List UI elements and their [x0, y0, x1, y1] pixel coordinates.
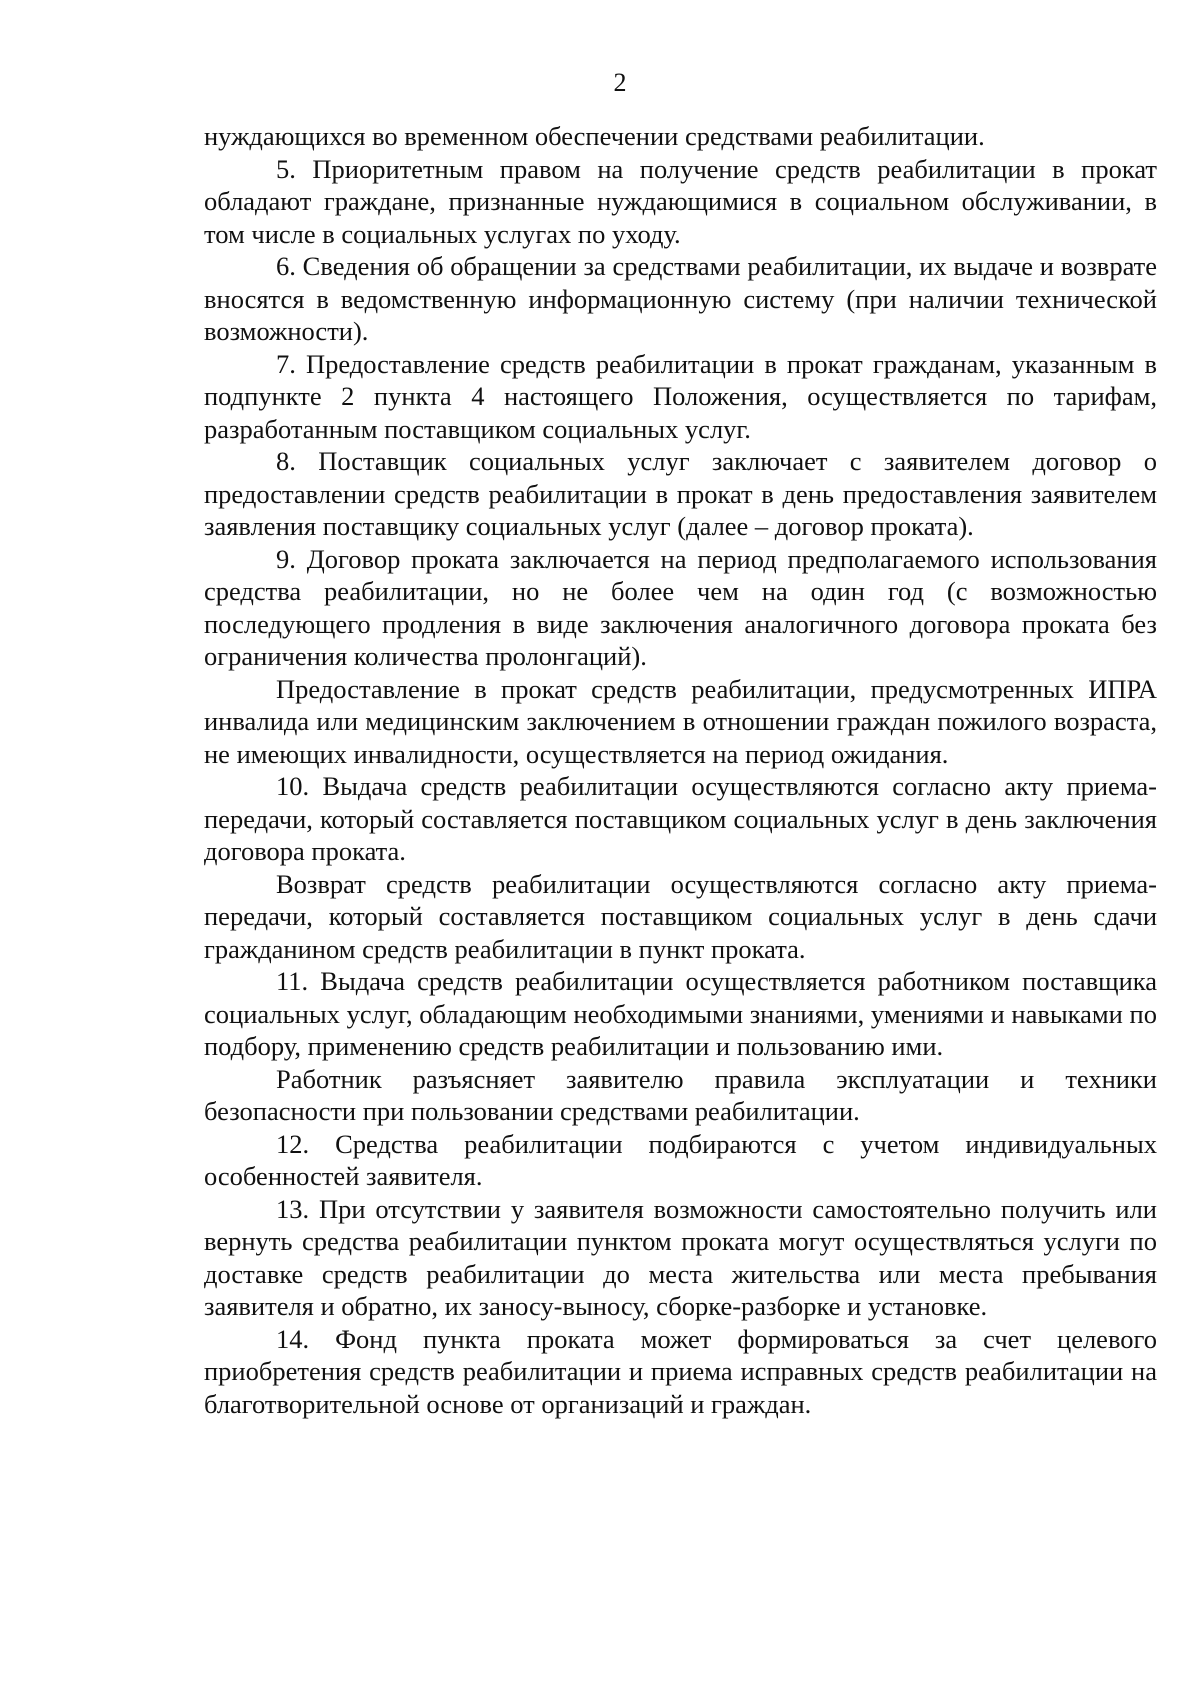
paragraph-item-11-second: Работник разъясняет заявителю правила эксплуатации и техники безопасности при пользовании средствами реабилитации.	[204, 1063, 1157, 1126]
paragraph-item-7: 7. Предоставление средств реабилитации в прокат гражданам, указанным в подпункте 2 пункта 4 настоящего Положения, осуществляется по тарифам, разработанным поставщиком социальных услуг.	[204, 348, 1157, 444]
paragraph-item-9-second: Предоставление в прокат средств реабилитации, предусмотренных ИПРА инвалида или медицинским заключением в отношении граждан пожилого возраста, не имеющих инвалидности, осуществляется на период ожидания.	[204, 673, 1157, 769]
paragraph-item-9: 9. Договор проката заключается на период предполагаемого использования средства реабилитации, но не более чем на один год (с возможностью последующего продления в виде заключения аналогичного договора проката без ограничения количества пролонгаций).	[204, 543, 1157, 671]
paragraph-item-12: 12. Средства реабилитации подбираются с учетом индивидуальных особенностей заявителя.	[204, 1128, 1157, 1191]
paragraph-item-6: 6. Сведения об обращении за средствами реабилитации, их выдаче и возврате вносятся в ведомственную информационную систему (при наличии технической возможности).	[204, 251, 1157, 346]
paragraph-item-14: 14. Фонд пункта проката может формироваться за счет целевого приобретения средств реабилитации и приема исправных средств реабилитации на благотворительной основе от организаций и граждан.	[204, 1323, 1157, 1419]
paragraph-item-13: 13. При отсутствии у заявителя возможности самостоятельно получить или вернуть средства реабилитации пунктом проката могут осуществляться услуги по доставке средств реабилитации до места жительства или места пребывания заявителя и обратно, их заносу-выносу, сборке-разборке и установке.	[204, 1193, 1157, 1321]
page-number: 2	[613, 68, 627, 97]
paragraph-item-8: 8. Поставщик социальных услуг заключает с заявителем договор о предоставлении средств реабилитации в прокат в день предоставления заявителем заявления поставщику социальных услуг (далее – договор проката).	[204, 446, 1157, 541]
paragraph-item-10-second: Возврат средств реабилитации осуществляются согласно акту приема-передачи, который составляется поставщиком социальных услуг в день сдачи гражданином средств реабилитации в пункт проката.	[204, 868, 1157, 964]
document-body	[204, 120, 1157, 1420]
paragraph-continuation: нуждающихся во временном обеспечении средствами реабилитации.	[204, 121, 985, 151]
paragraph-item-11: 11. Выдача средств реабилитации осуществляется работником поставщика социальных услуг, обладающим необходимыми знаниями, умениями и навыками по подбору, применению средств реабилитации и пользованию ими.	[204, 966, 1157, 1061]
paragraph-item-10: 10. Выдача средств реабилитации осуществляются согласно акту приема-передачи, который составляется поставщиком социальных услуг в день заключения договора проката.	[204, 771, 1157, 866]
paragraph-item-5: 5. Приоритетным правом на получение средств реабилитации в прокат обладают граждане, признанные нуждающимися в социальном обслуживании, в том числе в социальных услугах по уходу.	[204, 153, 1157, 249]
